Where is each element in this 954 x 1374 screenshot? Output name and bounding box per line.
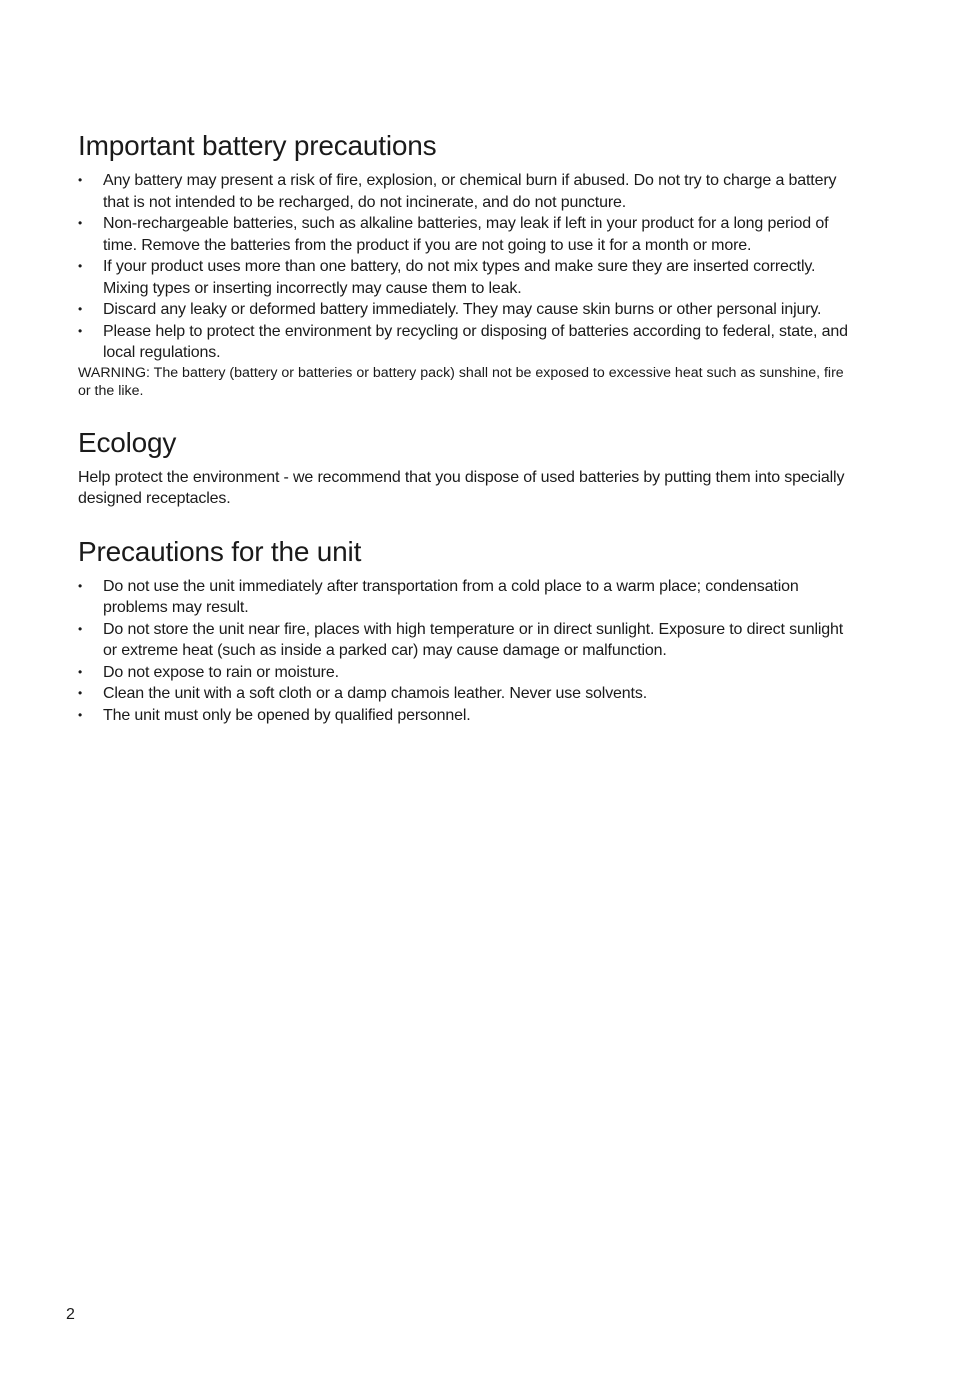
page-content [78,128,848,726]
bullet-icon: • [78,323,83,338]
list-item [78,170,848,213]
section-unit-precautions [78,534,848,727]
bullet-icon: • [78,578,83,593]
list-item-text: If your product uses more than one battery, do not mix types and make sure they are inserted correctly. Mixing types or inserting incorrectly may cause them to leak. [103,258,816,297]
bullet-icon: • [78,302,83,316]
bullet-icon: • [78,621,83,636]
bullet-icon: • [78,216,83,230]
bullet-icon: • [78,259,83,273]
list-item [78,619,848,662]
bullet-icon: • [78,664,83,679]
list-item-text: Do not expose to rain or moisture. [103,663,339,681]
section-ecology [78,425,848,510]
list-item [78,213,848,256]
bullet-icon: • [78,707,83,722]
list-item-text: Do not use the unit immediately after transportation from a cold place to a warm place; condensation problems may result. [103,577,799,616]
list-item [78,662,848,684]
page-number: 2 [66,1306,75,1323]
list-item-text: Non-rechargeable batteries, such as alkaline batteries, may leak if left in your product for a long period of time. Remove the batteries from the product if you are not going to use it for a month or more. [103,215,829,254]
bullet-icon: • [78,686,83,700]
list-item-text: Do not store the unit near fire, places with high temperature or in direct sunlight. Exposure to direct sunlight or extreme heat (such as inside a parked car) may cause damage or malfunction. [103,620,844,659]
list-item [78,705,848,727]
unit-precautions-list [78,576,848,727]
battery-warning-text: WARNING: The battery (battery or batteries or battery pack) shall not be exposed to excessive heat such as sunshine, fire or the like. [78,364,844,399]
list-item [78,576,848,619]
heading-ecology: Ecology [78,426,177,458]
list-item-text: The unit must only be opened by qualified personnel. [103,706,471,724]
section-battery-precautions [78,128,848,400]
bullet-icon: • [78,173,83,187]
heading-battery-precautions: Important battery precautions [78,130,437,161]
list-item-text: Any battery may present a risk of fire, explosion, or chemical burn if abused. Do not try to charge a battery that is not intended to be recharged, do not incinerate, and do not puncture. [103,172,837,211]
list-item [78,256,848,299]
list-item [78,321,848,364]
list-item-text: Discard any leaky or deformed battery immediately. They may cause skin burns or other personal injury. [103,301,822,318]
ecology-text: Help protect the environment - we recommend that you dispose of used batteries by putting them into specially designed receptacles. [78,468,845,507]
list-item [78,299,848,321]
list-item [78,683,848,705]
list-item-text: Clean the unit with a soft cloth or a damp chamois leather. Never use solvents. [103,685,647,702]
battery-precautions-list [78,170,848,364]
list-item-text: Please help to protect the environment by recycling or disposing of batteries according to federal, state, and local regulations. [103,322,848,361]
heading-unit-precautions: Precautions for the unit [78,535,362,567]
